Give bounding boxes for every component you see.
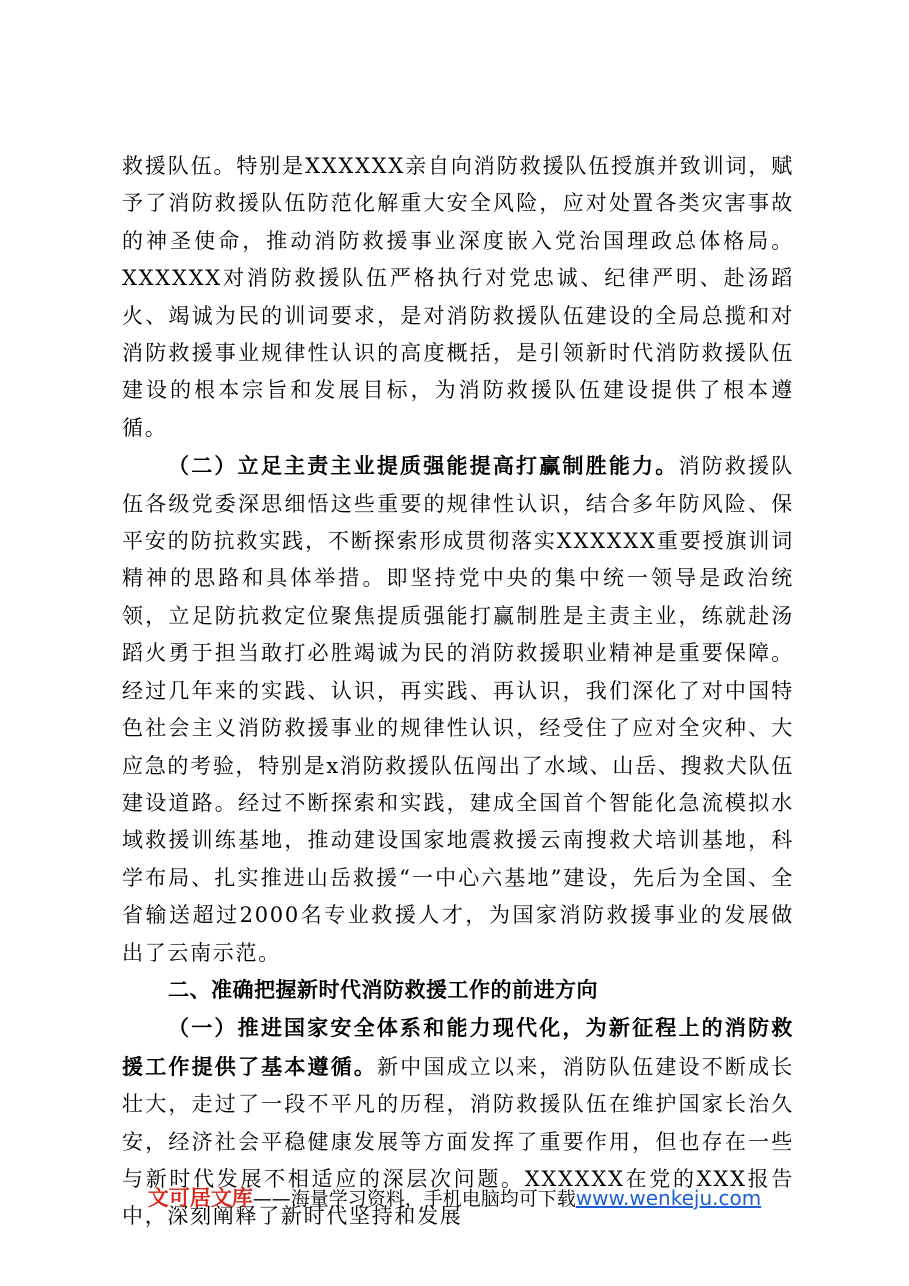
footer-url-link[interactable]: www.wenkeju.com: [575, 1186, 762, 1210]
footer-slogan: ——海量学习资料，手机电脑均可下载: [252, 1188, 576, 1210]
paragraph-2-lead: （二）立足主责主业提质强能提高打赢制胜能力。: [168, 453, 679, 479]
section-heading: 二、准确把握新时代消防救援工作的前进方向: [168, 977, 598, 1002]
paragraph-1: [122, 148, 794, 447]
paragraph-2: [122, 447, 794, 972]
paragraph-3-lead: （一）推进国家安全体系和能力现代化，为新征程上的消防救援工作提供了基本遵循。: [122, 1015, 794, 1079]
document-body: [122, 148, 794, 1236]
footer-brand: 文可居文库: [147, 1186, 253, 1210]
paragraph-2-text: 消防救援队伍各级党委深思细悟这些重要的规律性认识，结合多年防风险、保平安的防抗救实践，不断探索形成贯彻落实XXXXXX重要授旗训词精神的思路和具体举措。即坚持党中央的集中统一领导是政治统领，立足防抗救定位聚焦提质强能打赢制胜是主责主业，练就赴汤蹈火勇于担当敢打必胜竭诚为民的消防救援职业精神是重要保障。经过几年来的实践、认识，再实践、再认识，我们深化了对中国特色社会主义消防救援事业的规律性认识，经受住了应对全灾种、大应急的考验，特别是x消防救援队伍闯出了水域、山岳、搜救犬队伍建设道路。经过不断探索和实践，建成全国首个智能化急流模拟水域救援训练基地，推动建设国家地震救援云南搜救犬培训基地，科学布局、扎实推进山岳救援“一中心六基地”建设，先后为全国、全省输送超过2000名专业救援人才，为国家消防救援事业的发展做出了云南示范。: [122, 454, 794, 965]
paragraph-3-text: 新中国成立以来，消防队伍建设不断成长壮大，走过了一段不平凡的历程，消防救援队伍在维护国家长治久安，经济社会平稳健康发展等方面发挥了重要作用，但也存在一些与新时代发展不相适应的深层次问题。XXXXXX在党的XXX报告中，深刻阐释了新时代坚持和发展: [122, 1054, 794, 1229]
footer-banner: [0, 1183, 909, 1213]
paragraph-1-text: 救援队伍。特别是XXXXXX亲自向消防救援队伍授旗并致训词，赋予了消防救援队伍防范化解重大安全风险，应对处置各类灾害事故的神圣使命，推动消防救援事业深度嵌入党治国理政总体格局。XXXXXX对消防救援队伍严格执行对党忠诚、纪律严明、赴汤蹈火、竭诚为民的训词要求，是对消防救援队伍建设的全局总揽和对消防救援事业规律性认识的高度概括，是引领新时代消防救援队伍建设的根本宗旨和发展目标，为消防救援队伍建设提供了根本遵循。: [122, 154, 794, 440]
